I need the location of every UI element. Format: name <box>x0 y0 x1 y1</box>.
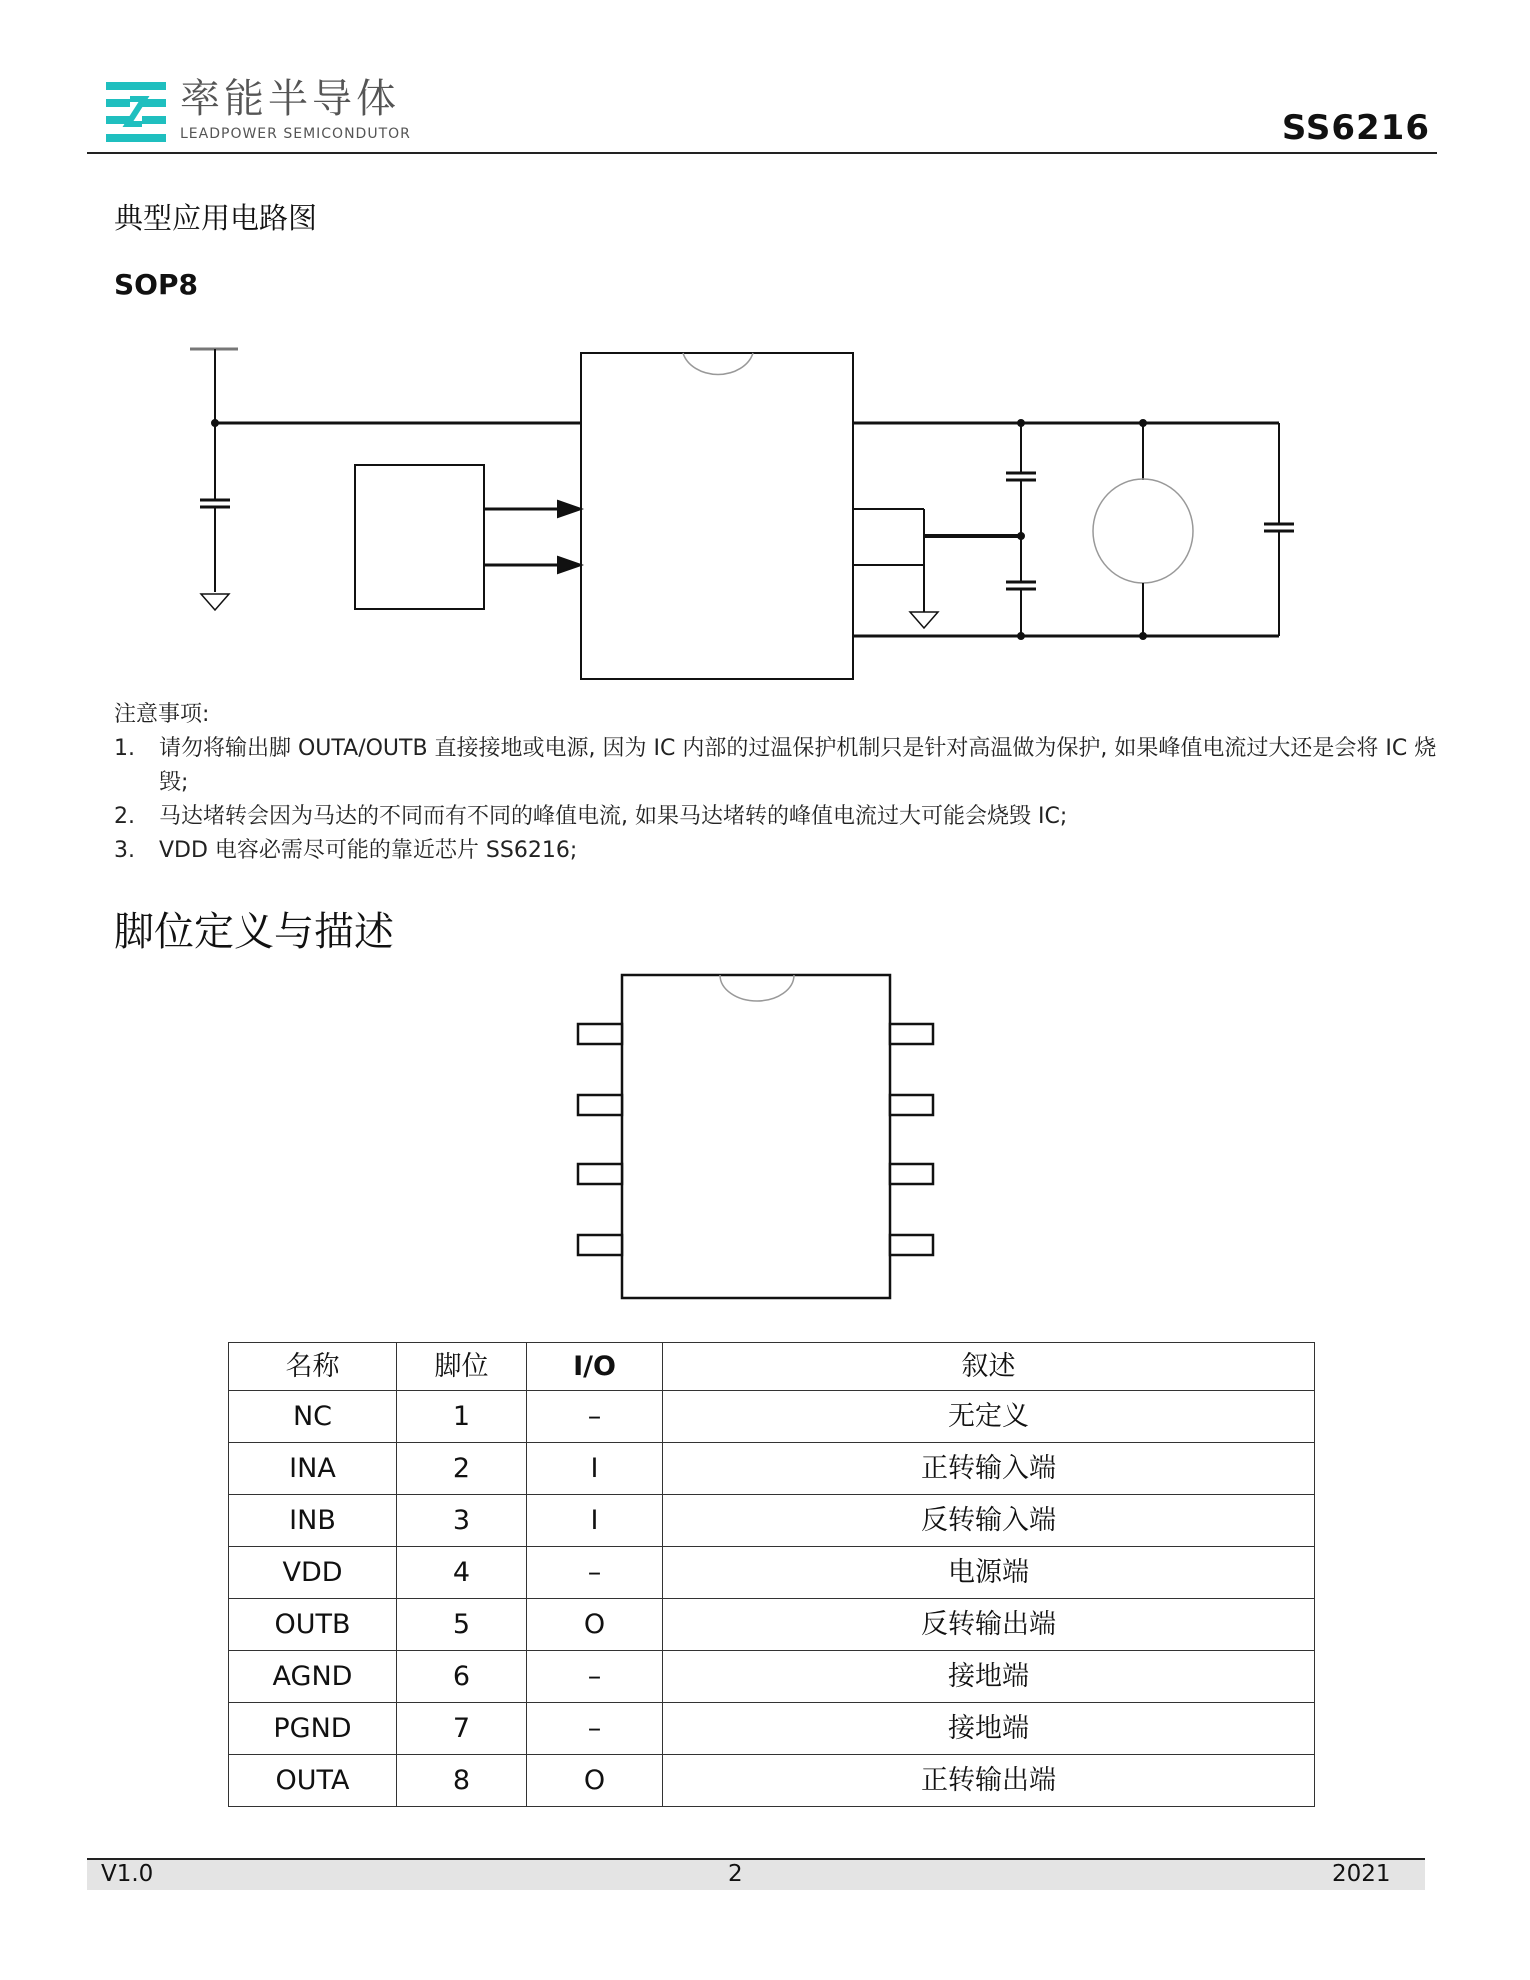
application-circuit-diagram <box>0 330 1530 700</box>
pin-table <box>228 1342 1315 1807</box>
pin-4 <box>578 1235 622 1255</box>
table-row: INB 3 I 反转输入端 <box>229 1495 1315 1547</box>
footer-page-number: 2 <box>728 1861 743 1887</box>
table-row: NC 1 – 无定义 <box>229 1391 1315 1443</box>
company-logo-icon <box>106 82 166 142</box>
notes <box>114 698 1444 868</box>
section-title-pin-definition: 脚位定义与描述 <box>114 909 394 955</box>
ground-icon <box>201 594 229 610</box>
sop8-package-drawing <box>570 970 950 1310</box>
table-row: INA 2 I 正转输入端 <box>229 1443 1315 1495</box>
pin-5 <box>890 1235 933 1255</box>
part-number: SS6216 <box>1281 108 1430 148</box>
header-divider <box>87 152 1437 154</box>
ic-body <box>581 353 853 679</box>
note-item: 1. 请勿将输出脚 OUTA/OUTB 直接接地或电源, 因为 IC 内部的过温保护机制只是针对高温做为保护, 如果峰值电流过大还是会将 IC 烧毁; <box>114 736 1437 795</box>
table-row: PGND 7 – 接地端 <box>229 1703 1315 1755</box>
pin-6 <box>890 1164 933 1184</box>
controller-box <box>355 465 484 609</box>
pin-8 <box>890 1024 933 1044</box>
notes-title: 注意事项: <box>114 702 210 727</box>
footer-version: V1.0 <box>101 1861 154 1887</box>
arrow-inb-icon <box>558 557 581 573</box>
col-header-pin: 脚位 <box>397 1343 527 1391</box>
col-header-desc: 叙述 <box>663 1343 1315 1391</box>
pin-3 <box>578 1164 622 1184</box>
table-row: VDD 4 – 电源端 <box>229 1547 1315 1599</box>
pin-2 <box>578 1095 622 1115</box>
logo-chinese-name: 率能半导体 <box>180 76 400 122</box>
motor-icon <box>1093 479 1193 583</box>
col-header-io: I/O <box>527 1343 663 1391</box>
footer-year: 2021 <box>1332 1861 1391 1887</box>
section-title-application-circuit: 典型应用电路图 <box>114 201 318 235</box>
pin-1 <box>578 1024 622 1044</box>
pin-7 <box>890 1095 933 1115</box>
footer-bar <box>87 1858 1425 1890</box>
table-row: OUTA 8 O 正转输出端 <box>229 1755 1315 1807</box>
note-item: 3. VDD 电容必需尽可能的靠近芯片 SS6216; <box>114 838 578 863</box>
col-header-name: 名称 <box>229 1343 397 1391</box>
logo-english-name: LEADPOWER SEMICONDUTOR <box>180 126 411 142</box>
package-label: SOP8 <box>114 268 198 301</box>
table-row: OUTB 5 O 反转输出端 <box>229 1599 1315 1651</box>
note-item: 2. 马达堵转会因为马达的不同而有不同的峰值电流, 如果马达堵转的峰值电流过大可能会烧毁 IC; <box>114 804 1068 829</box>
arrow-ina-icon <box>558 501 581 517</box>
table-header-row <box>229 1343 1315 1391</box>
ground-icon <box>910 612 938 628</box>
ic-notch <box>683 353 753 374</box>
chip-body <box>622 975 890 1298</box>
table-row: AGND 6 – 接地端 <box>229 1651 1315 1703</box>
